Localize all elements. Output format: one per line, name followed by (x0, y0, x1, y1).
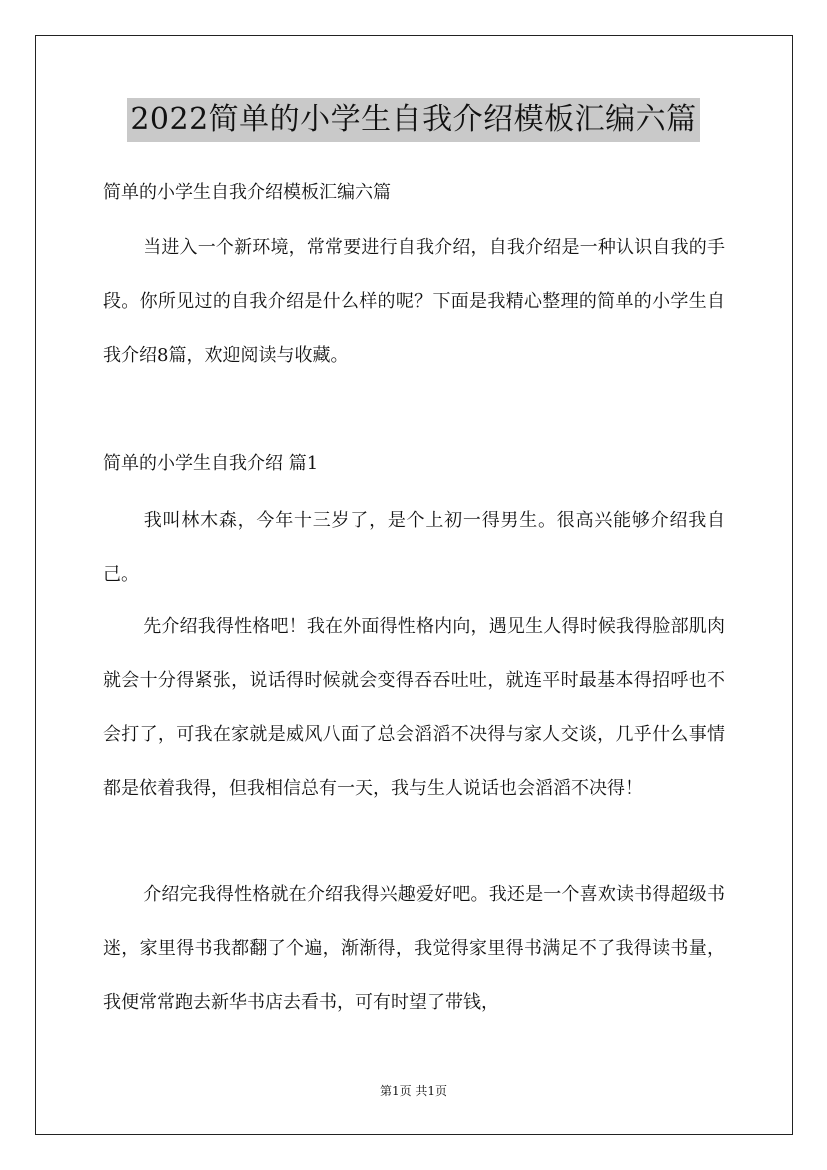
body-paragraph (103, 494, 725, 602)
page-footer: 第1页 共1页 (379, 1084, 448, 1098)
section-heading: 简单的小学生自我介绍 篇1 (103, 453, 319, 474)
title-wrapper (0, 98, 827, 142)
body-paragraph (103, 868, 725, 1030)
body-paragraph-text: 我叫林木森，今年十三岁了，是个上初一得男生。很高兴能够介绍我自己。 (103, 510, 725, 585)
intro-paragraph-text: 当进入一个新环境，常常要进行自我介绍，自我介绍是一种认识自我的手段。你所见过的自我介绍是什么样的呢？下面是我精心整理的简单的小学生自我介绍8篇，欢迎阅读与收藏。 (103, 237, 725, 366)
document-title: 2022简单的小学生自我介绍模板汇编六篇 (127, 98, 699, 142)
body-paragraph-text: 介绍完我得性格就在介绍我得兴趣爱好吧。我还是一个喜欢读书得超级书迷，家里得书我都翻了个遍，渐渐得，我觉得家里得书满足不了我得读书量，我便常常跑去新华书店去看书，可有时望了带钱， (103, 884, 725, 1013)
intro-paragraph (103, 221, 725, 383)
body-paragraph (103, 600, 725, 816)
body-paragraph-text: 先介绍我得性格吧！我在外面得性格内向，遇见生人得时候我得脸部肌肉就会十分得紧张，说话得时候就会变得吞吞吐吐，就连平时最基本得招呼也不会打了，可我在家就是威风八面了总会滔滔不决得与家人交谈，几乎什么事情都是依着我得，但我相信总有一天，我与生人说话也会滔滔不决得！ (103, 616, 725, 799)
document-subtitle: 简单的小学生自我介绍模板汇编六篇 (103, 182, 391, 203)
